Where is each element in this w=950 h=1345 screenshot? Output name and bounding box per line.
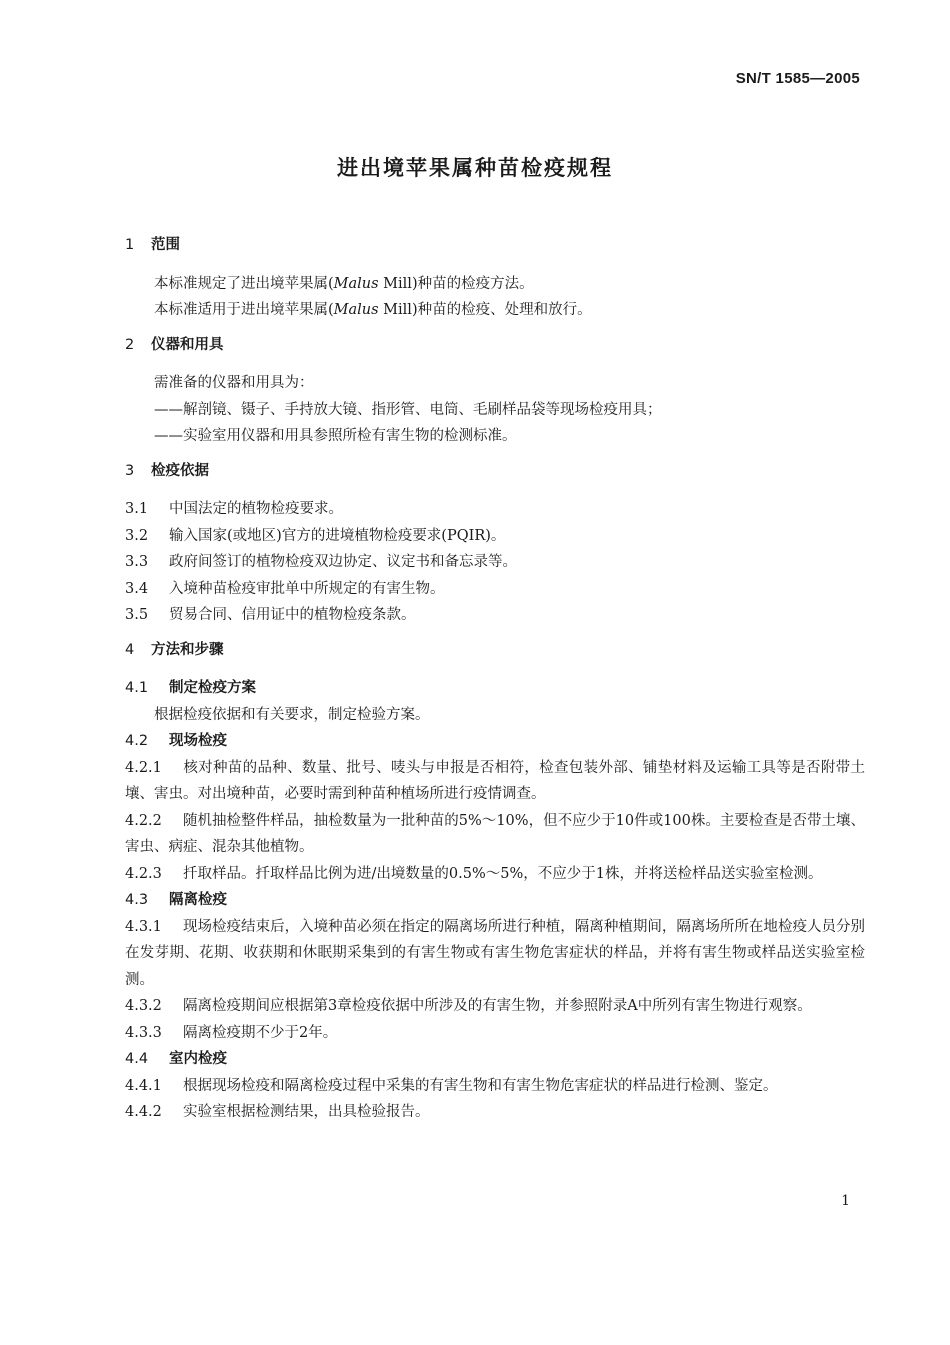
plan-paragraph: 根据检疫依据和有关要求，制定检验方案。 bbox=[154, 706, 430, 723]
basis-item: 3.5 贸易合同、信用证中的植物检疫条款。 bbox=[125, 607, 416, 623]
clause-4-3-1: 4.3.1 现场检疫结束后，入境种苗必须在指定的隔离场所进行种植，隔离种植期间，隔离场所所在地检疫人员分别在发芽期、花期、收获期和休眠期采集到的有害生物或有害生物危害症状的样品，并将有害生物或样品送实验室检测。 bbox=[125, 918, 865, 988]
subsection-4-2-heading: 4.2 现场检疫 bbox=[125, 733, 227, 749]
section-4-heading: 4 方法和步骤 bbox=[125, 641, 224, 658]
scope-paragraph-1: 本标准规定了进出境苹果属(Malus Mill)种苗的检疫方法。 bbox=[154, 275, 534, 292]
document-body bbox=[125, 232, 865, 1126]
section-1-heading bbox=[125, 232, 865, 259]
instrument-item: ——解剖镜、镊子、手持放大镜、指形管、电筒、毛刷样品袋等现场检疫用具； bbox=[154, 401, 662, 418]
clause-4-3-3: 4.3.3 隔离检疫期不少于2年。 bbox=[125, 1024, 338, 1041]
section-2-heading: 2 仪器和用具 bbox=[125, 336, 224, 353]
clause-4-3-2: 4.3.2 隔离检疫期间应根据第3章检疫依据中所涉及的有害生物，并参照附录A中所列有害生物进行观察。 bbox=[125, 998, 812, 1014]
basis-item: 3.2 输入国家(或地区)官方的进境植物检疫要求(PQIR)。 bbox=[125, 527, 506, 544]
subsection-4-4-heading: 4.4 室内检疫 bbox=[125, 1051, 227, 1067]
document-title: 进出境苹果属种苗检疫规程 bbox=[337, 156, 613, 180]
standard-code: SN/T 1585—2005 bbox=[735, 70, 860, 87]
genus-name: Malus bbox=[333, 275, 379, 292]
subsection-4-3-heading: 4.3 隔离检疫 bbox=[125, 892, 227, 908]
clause-4-4-1: 4.4.1 根据现场检疫和隔离检疫过程中采集的有害生物和有害生物危害症状的样品进行检测、鉴定。 bbox=[125, 1077, 778, 1094]
clause-4-2-2: 4.2.2 随机抽检整件样品，抽检数量为一批种苗的5%～10%，但不应少于10件或100株。主要检查是否带土壤、害虫、病症、混杂其他植物。 bbox=[125, 812, 865, 855]
section-number: 1 bbox=[125, 237, 135, 253]
section-title: 范围 bbox=[151, 237, 180, 253]
page-number: 1 bbox=[841, 1193, 850, 1209]
clause-4-2-3: 4.2.3 扦取样品。扦取样品比例为进/出境数量的0.5%～5%，不应少于1株，并将送检样品送实验室检测。 bbox=[125, 865, 823, 882]
scope-paragraph-2: 本标准适用于进出境苹果属(Malus Mill)种苗的检疫、处理和放行。 bbox=[154, 302, 592, 318]
instrument-item: ——实验室用仪器和用具参照所检有害生物的检测标准。 bbox=[154, 428, 517, 444]
basis-item: 3.3 政府间签订的植物检疫双边协定、议定书和备忘录等。 bbox=[125, 554, 517, 570]
basis-item: 3.1 中国法定的植物检疫要求。 bbox=[125, 501, 343, 517]
subsection-4-1-heading: 4.1 制定检疫方案 bbox=[125, 680, 256, 696]
basis-item: 3.4 入境种苗检疫审批单中所规定的有害生物。 bbox=[125, 580, 445, 597]
genus-name: Malus bbox=[333, 302, 379, 318]
section-3-heading: 3 检疫依据 bbox=[125, 462, 209, 479]
clause-4-4-2: 4.4.2 实验室根据检测结果，出具检验报告。 bbox=[125, 1104, 430, 1120]
instruments-intro: 需准备的仪器和用具为： bbox=[154, 375, 314, 391]
clause-4-2-1: 4.2.1 核对种苗的品种、数量、批号、唛头与申报是否相符，检查包装外部、铺垫材料及运输工具等是否附带土壤、害虫。对出境种苗，必要时需到种苗种植场所进行疫情调查。 bbox=[125, 759, 865, 802]
